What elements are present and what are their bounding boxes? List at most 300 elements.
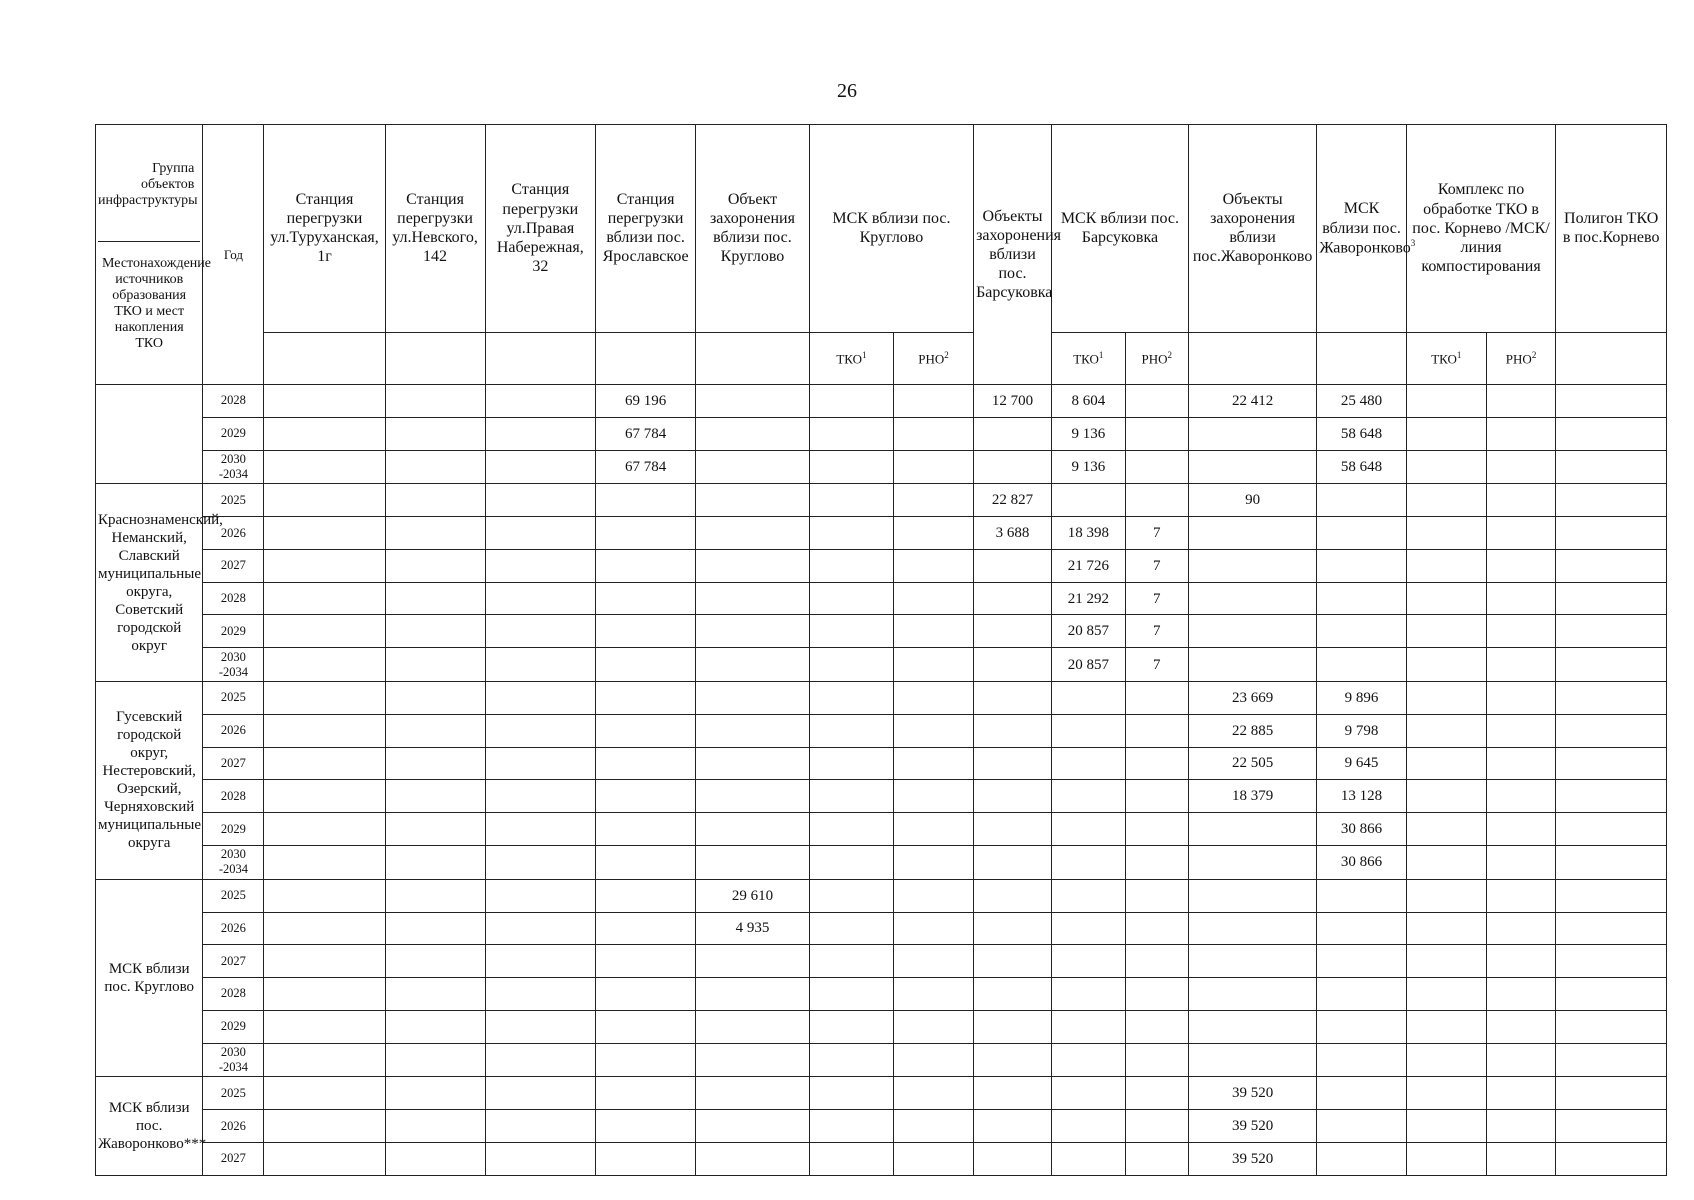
- value-cell: [809, 549, 893, 582]
- value-cell: [1486, 582, 1556, 615]
- value-cell: [1406, 912, 1486, 945]
- value-cell: [264, 1043, 385, 1077]
- value-cell: [1317, 1077, 1406, 1110]
- table-row: [96, 747, 1667, 780]
- value-cell: [1188, 912, 1316, 945]
- corner-location-label: Местонахождение источников образования ТКО и мест накопления ТКО: [102, 255, 212, 352]
- value-cell: [385, 978, 485, 1011]
- value-cell: [1125, 747, 1188, 780]
- value-cell: [1486, 845, 1556, 879]
- value-cell: [1556, 813, 1667, 846]
- value-cell: [264, 1010, 385, 1043]
- value-cell: [385, 1010, 485, 1043]
- value-cell: [809, 615, 893, 648]
- value-cell: [1406, 484, 1486, 517]
- value-cell: 18 398: [1051, 517, 1125, 550]
- value-cell: [809, 845, 893, 879]
- value-cell: 39 520: [1188, 1110, 1316, 1143]
- subheader-rno: [1125, 332, 1188, 384]
- value-cell: [485, 1110, 596, 1143]
- value-cell: [1188, 879, 1316, 912]
- value-cell: [485, 1142, 596, 1175]
- value-cell: [1556, 517, 1667, 550]
- value-cell: 20 857: [1051, 615, 1125, 648]
- table-row: [96, 417, 1667, 450]
- value-cell: [1486, 1077, 1556, 1110]
- subheader-rno-text: РНО: [918, 351, 945, 367]
- value-cell: [485, 682, 596, 715]
- table-row: [96, 1043, 1667, 1077]
- value-cell: [264, 682, 385, 715]
- year-cell: 2026: [203, 714, 264, 747]
- year-cell: 2026: [203, 1110, 264, 1143]
- value-cell: [974, 912, 1052, 945]
- value-cell: [974, 450, 1052, 484]
- subheader-rno: [1486, 332, 1556, 384]
- value-cell: [1486, 484, 1556, 517]
- value-cell: [974, 978, 1052, 1011]
- value-cell: [1556, 714, 1667, 747]
- value-cell: [1486, 417, 1556, 450]
- value-cell: [974, 615, 1052, 648]
- value-cell: [1125, 714, 1188, 747]
- value-cell: [385, 385, 485, 418]
- value-cell: [1125, 417, 1188, 450]
- value-cell: [1125, 682, 1188, 715]
- value-cell: [1051, 1142, 1125, 1175]
- group-label: Гусевский городской округ, Нестеровский, Озерский, Черняховский муниципальные округа: [96, 682, 203, 880]
- value-cell: [596, 747, 696, 780]
- subheader-rno-footnote: 2: [1531, 349, 1537, 360]
- value-cell: [264, 450, 385, 484]
- value-cell: [596, 813, 696, 846]
- value-cell: [809, 747, 893, 780]
- value-cell: [1486, 385, 1556, 418]
- value-cell: [696, 582, 810, 615]
- value-cell: [696, 780, 810, 813]
- value-cell: [264, 385, 385, 418]
- value-cell: [1125, 813, 1188, 846]
- value-cell: [264, 912, 385, 945]
- value-cell: [1125, 978, 1188, 1011]
- value-cell: [1556, 385, 1667, 418]
- value-cell: [974, 549, 1052, 582]
- value-cell: [485, 747, 596, 780]
- value-cell: [596, 648, 696, 682]
- value-cell: 7: [1125, 549, 1188, 582]
- value-cell: [1051, 912, 1125, 945]
- value-cell: [1406, 1043, 1486, 1077]
- value-cell: [1406, 582, 1486, 615]
- value-cell: [1188, 582, 1316, 615]
- group-label: МСК вблизи пос. Круглово: [96, 879, 203, 1077]
- subheader-rno-text: РНО: [1141, 351, 1168, 367]
- year-cell: 2028: [203, 780, 264, 813]
- table-row: [96, 879, 1667, 912]
- value-cell: [894, 912, 974, 945]
- subheader-rno-footnote: 2: [944, 349, 949, 360]
- value-cell: [894, 945, 974, 978]
- value-cell: 22 505: [1188, 747, 1316, 780]
- value-cell: [485, 417, 596, 450]
- value-cell: [1188, 945, 1316, 978]
- value-cell: [1051, 879, 1125, 912]
- value-cell: [894, 1077, 974, 1110]
- value-cell: [485, 484, 596, 517]
- value-cell: [1486, 450, 1556, 484]
- value-cell: [1556, 912, 1667, 945]
- value-cell: [1051, 780, 1125, 813]
- header-col-10: [1317, 125, 1416, 333]
- value-cell: [1406, 1142, 1486, 1175]
- value-cell: [1486, 615, 1556, 648]
- value-cell: [1406, 780, 1486, 813]
- value-cell: [696, 1010, 810, 1043]
- value-cell: [1406, 450, 1486, 484]
- value-cell: [809, 450, 893, 484]
- subheader-rno: [894, 332, 974, 384]
- value-cell: [596, 714, 696, 747]
- header-col-10-footnote: 3: [1410, 237, 1416, 248]
- value-cell: [1556, 450, 1667, 484]
- header-col-4: Станция перегрузки вблизи пос. Ярославское: [596, 125, 696, 333]
- value-cell: [1188, 615, 1316, 648]
- value-cell: 21 726: [1051, 549, 1125, 582]
- value-cell: [596, 1010, 696, 1043]
- value-cell: [1406, 945, 1486, 978]
- value-cell: [809, 1142, 893, 1175]
- value-cell: [696, 978, 810, 1011]
- value-cell: 67 784: [596, 417, 696, 450]
- year-cell: 2025: [203, 879, 264, 912]
- value-cell: [1556, 1110, 1667, 1143]
- value-cell: [809, 945, 893, 978]
- value-cell: [385, 1110, 485, 1143]
- year-cell: 2030 -2034: [203, 648, 264, 682]
- value-cell: [485, 912, 596, 945]
- value-cell: [596, 945, 696, 978]
- value-cell: [1051, 978, 1125, 1011]
- table-row: [96, 1142, 1667, 1175]
- value-cell: [485, 945, 596, 978]
- value-cell: [264, 1142, 385, 1175]
- value-cell: [1051, 747, 1125, 780]
- value-cell: [894, 582, 974, 615]
- subheader-empty: [1188, 332, 1316, 384]
- value-cell: [894, 484, 974, 517]
- value-cell: [596, 517, 696, 550]
- header-col-6: МСК вблизи пос. Круглово: [809, 125, 973, 333]
- table-row: [96, 582, 1667, 615]
- value-cell: 90: [1188, 484, 1316, 517]
- value-cell: [974, 714, 1052, 747]
- value-cell: [809, 912, 893, 945]
- value-cell: [1406, 747, 1486, 780]
- value-cell: [1188, 1010, 1316, 1043]
- subheader-tko-footnote: 1: [862, 349, 867, 360]
- value-cell: [1406, 549, 1486, 582]
- value-cell: [1486, 747, 1556, 780]
- value-cell: [696, 1110, 810, 1143]
- subheader-empty: [696, 332, 810, 384]
- table-row: [96, 615, 1667, 648]
- value-cell: [385, 615, 485, 648]
- subheader-empty: [485, 332, 596, 384]
- year-cell: 2030 -2034: [203, 1043, 264, 1077]
- value-cell: [894, 549, 974, 582]
- value-cell: [1125, 450, 1188, 484]
- value-cell: [385, 682, 485, 715]
- header-col-12: Полигон ТКО в пос.Корнево: [1556, 125, 1667, 333]
- value-cell: [1188, 517, 1316, 550]
- value-cell: [1556, 615, 1667, 648]
- value-cell: [696, 682, 810, 715]
- value-cell: 7: [1125, 615, 1188, 648]
- value-cell: [264, 978, 385, 1011]
- year-cell: 2029: [203, 1010, 264, 1043]
- value-cell: [1486, 682, 1556, 715]
- value-cell: [696, 1142, 810, 1175]
- year-cell: 2025: [203, 1077, 264, 1110]
- value-cell: [596, 845, 696, 879]
- value-cell: [485, 879, 596, 912]
- value-cell: 13 128: [1317, 780, 1406, 813]
- value-cell: [894, 517, 974, 550]
- value-cell: [696, 747, 810, 780]
- header-year: Год: [203, 125, 264, 385]
- value-cell: [485, 582, 596, 615]
- value-cell: [696, 385, 810, 418]
- value-cell: [894, 417, 974, 450]
- value-cell: [596, 615, 696, 648]
- year-cell: 2028: [203, 385, 264, 418]
- value-cell: [264, 714, 385, 747]
- value-cell: [809, 780, 893, 813]
- value-cell: [974, 747, 1052, 780]
- year-cell: 2027: [203, 549, 264, 582]
- value-cell: [1556, 747, 1667, 780]
- value-cell: [1556, 879, 1667, 912]
- value-cell: [1486, 945, 1556, 978]
- value-cell: [974, 845, 1052, 879]
- value-cell: [894, 978, 974, 1011]
- value-cell: [264, 845, 385, 879]
- subheader-empty: [1317, 332, 1406, 384]
- table-row: [96, 450, 1667, 484]
- value-cell: [1125, 385, 1188, 418]
- value-cell: [385, 845, 485, 879]
- value-cell: [1406, 648, 1486, 682]
- value-cell: [264, 549, 385, 582]
- value-cell: [264, 879, 385, 912]
- value-cell: [1188, 549, 1316, 582]
- value-cell: [894, 1110, 974, 1143]
- value-cell: [385, 517, 485, 550]
- value-cell: [385, 813, 485, 846]
- value-cell: [809, 417, 893, 450]
- value-cell: [1051, 945, 1125, 978]
- value-cell: [485, 780, 596, 813]
- value-cell: 39 520: [1188, 1142, 1316, 1175]
- value-cell: [385, 747, 485, 780]
- value-cell: [809, 484, 893, 517]
- subheader-tko-text: ТКО: [1073, 351, 1099, 367]
- value-cell: 58 648: [1317, 417, 1406, 450]
- value-cell: [809, 813, 893, 846]
- value-cell: [1556, 682, 1667, 715]
- table-row: [96, 1010, 1667, 1043]
- value-cell: [974, 582, 1052, 615]
- table-row: [96, 648, 1667, 682]
- value-cell: [696, 517, 810, 550]
- subheader-empty: [385, 332, 485, 384]
- value-cell: [1556, 582, 1667, 615]
- value-cell: [894, 615, 974, 648]
- value-cell: [1556, 945, 1667, 978]
- value-cell: [1406, 879, 1486, 912]
- value-cell: [1188, 813, 1316, 846]
- value-cell: [1317, 912, 1406, 945]
- table-row: [96, 780, 1667, 813]
- value-cell: [974, 780, 1052, 813]
- value-cell: 22 885: [1188, 714, 1316, 747]
- value-cell: [596, 1142, 696, 1175]
- value-cell: [264, 813, 385, 846]
- value-cell: [1188, 417, 1316, 450]
- value-cell: [1406, 517, 1486, 550]
- value-cell: [1317, 1110, 1406, 1143]
- value-cell: [974, 417, 1052, 450]
- value-cell: [264, 582, 385, 615]
- table-row: [96, 484, 1667, 517]
- value-cell: 4 935: [696, 912, 810, 945]
- value-cell: [1406, 1010, 1486, 1043]
- value-cell: [1125, 912, 1188, 945]
- value-cell: [485, 648, 596, 682]
- value-cell: [1486, 978, 1556, 1011]
- value-cell: 8 604: [1051, 385, 1125, 418]
- value-cell: [1051, 1077, 1125, 1110]
- value-cell: [596, 1043, 696, 1077]
- subheader-tko-text: ТКО: [1431, 351, 1457, 367]
- value-cell: [809, 648, 893, 682]
- header-col-10-text: МСК вблизи пос. Жаворонково: [1319, 200, 1411, 257]
- value-cell: 23 669: [1188, 682, 1316, 715]
- value-cell: [1125, 945, 1188, 978]
- value-cell: [1188, 1043, 1316, 1077]
- value-cell: [1486, 1142, 1556, 1175]
- value-cell: 69 196: [596, 385, 696, 418]
- group-label: МСК вблизи пос. Жаворонково***: [96, 1077, 203, 1176]
- value-cell: [596, 682, 696, 715]
- value-cell: [1051, 1043, 1125, 1077]
- table-row: [96, 517, 1667, 550]
- header-col-9: Объекты захоронения вблизи пос.Жаворонково: [1188, 125, 1316, 333]
- value-cell: [1125, 780, 1188, 813]
- year-cell: 2025: [203, 682, 264, 715]
- value-cell: [1317, 615, 1406, 648]
- value-cell: [596, 1110, 696, 1143]
- value-cell: [1556, 845, 1667, 879]
- value-cell: [385, 1043, 485, 1077]
- header-corner-cell: [96, 125, 212, 385]
- value-cell: [1486, 549, 1556, 582]
- value-cell: 9 798: [1317, 714, 1406, 747]
- value-cell: [809, 714, 893, 747]
- group-label: Краснознаменский, Неманский, Славский муниципальные округа, Советский городской округ: [96, 484, 203, 682]
- value-cell: 67 784: [596, 450, 696, 484]
- value-cell: [385, 582, 485, 615]
- year-cell: 2026: [203, 517, 264, 550]
- value-cell: [1486, 813, 1556, 846]
- year-cell: 2028: [203, 978, 264, 1011]
- value-cell: [485, 385, 596, 418]
- value-cell: [1486, 1010, 1556, 1043]
- value-cell: [1188, 648, 1316, 682]
- value-cell: [1406, 615, 1486, 648]
- value-cell: [264, 747, 385, 780]
- subheader-tko-footnote: 1: [1456, 349, 1462, 360]
- value-cell: [1556, 978, 1667, 1011]
- header-col-7: Объекты захоронения вблизи пос. Барсуковка: [974, 125, 1052, 385]
- value-cell: [596, 1077, 696, 1110]
- value-cell: [1486, 1043, 1556, 1077]
- value-cell: [1406, 385, 1486, 418]
- value-cell: [1556, 1043, 1667, 1077]
- value-cell: [894, 648, 974, 682]
- value-cell: [1317, 879, 1406, 912]
- table-row: [96, 682, 1667, 715]
- value-cell: [696, 615, 810, 648]
- corner-group-label: Группа объектов инфраструктуры: [98, 157, 200, 242]
- value-cell: [809, 385, 893, 418]
- value-cell: 18 379: [1188, 780, 1316, 813]
- value-cell: [1051, 714, 1125, 747]
- value-cell: [696, 845, 810, 879]
- value-cell: [264, 648, 385, 682]
- value-cell: [1317, 1010, 1406, 1043]
- infrastructure-table: [95, 124, 1667, 1176]
- value-cell: [264, 945, 385, 978]
- table-row: [96, 549, 1667, 582]
- value-cell: 25 480: [1317, 385, 1406, 418]
- value-cell: 22 827: [974, 484, 1052, 517]
- subheader-empty: [264, 332, 385, 384]
- value-cell: [1188, 450, 1316, 484]
- value-cell: [696, 1043, 810, 1077]
- value-cell: 9 136: [1051, 417, 1125, 450]
- value-cell: [485, 978, 596, 1011]
- value-cell: [696, 945, 810, 978]
- value-cell: [485, 615, 596, 648]
- value-cell: [1486, 780, 1556, 813]
- value-cell: [894, 1010, 974, 1043]
- value-cell: [696, 417, 810, 450]
- table-row: [96, 945, 1667, 978]
- group-label: [96, 385, 203, 484]
- year-cell: 2029: [203, 813, 264, 846]
- value-cell: [696, 1077, 810, 1110]
- value-cell: [1125, 1077, 1188, 1110]
- value-cell: [1317, 978, 1406, 1011]
- value-cell: [385, 417, 485, 450]
- value-cell: [1556, 1010, 1667, 1043]
- value-cell: 39 520: [1188, 1077, 1316, 1110]
- value-cell: 22 412: [1188, 385, 1316, 418]
- value-cell: [1188, 845, 1316, 879]
- value-cell: [1556, 780, 1667, 813]
- year-cell: 2027: [203, 747, 264, 780]
